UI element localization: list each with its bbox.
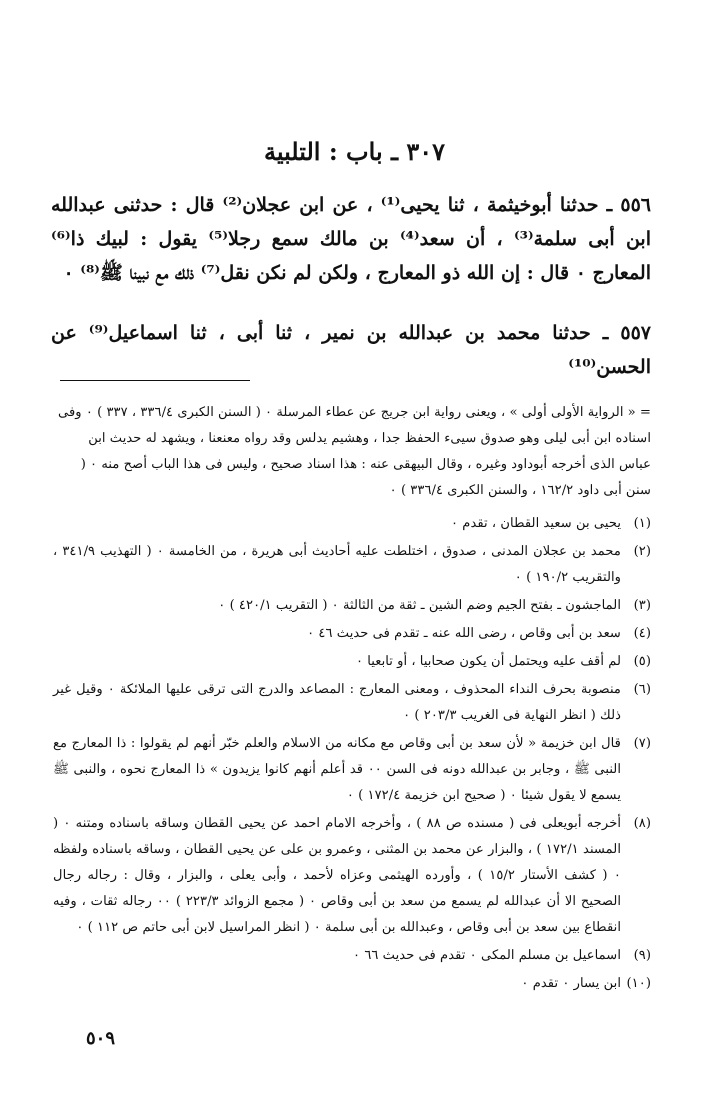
- footnote-4: [53, 621, 651, 647]
- footnote-1: [53, 511, 651, 537]
- footnote-text: محمد بن عجلان المدنى ، صدوق ، اختلطت عليه أحاديث أبى هريرة ، من الخامسة ٠ ( التهذيب ٣٤١/٩ ، والتقريب ١٩٠/٢ ) ٠: [53, 544, 621, 585]
- footnote-number: (٣): [633, 598, 651, 613]
- footnote-6: [53, 677, 651, 729]
- hadith-557: ٥٥٧ ـ حدثنا محمد بن عبدالله بن نمير ، ثنا أبى ، ثنا اسماعيل⁽⁹⁾ عن الحسن⁽¹⁰⁾: [51, 322, 651, 378]
- footnote-number: (٦): [633, 682, 651, 697]
- footnote-text: منصوبة بحرف النداء المحذوف ، ومعنى المعارج : المصاعد والدرج التى ترقى عليها الملائكة ٠ وقيل غير ذلك ( انظر النهاية فى الغريب ٢٠٣/٣ ) ٠: [53, 682, 621, 723]
- footnote-text: يحيى بن سعيد القطان ، تقدم ٠: [451, 516, 621, 531]
- footnote-number: (٢): [633, 544, 651, 559]
- footnote-2: [53, 539, 651, 591]
- footnote-9: [53, 943, 651, 969]
- footnote-number: (١): [633, 516, 651, 531]
- footnote-number: (٩): [633, 948, 651, 963]
- footnote-10: [53, 971, 651, 997]
- footnote-text: ابن يسار ٠ تقدم ٠: [521, 976, 621, 991]
- hadith-text: [51, 188, 651, 384]
- footnote-text: سعد بن أبى وقاص ، رضى الله عنه ـ تقدم فى حديث ٤٦ ٠: [307, 626, 621, 641]
- continuation-note: = « الرواية الأولى أولى » ، ويعنى رواية ابن جريج عن عطاء المرسلة ٠ ( السنن الكبرى ٣٣٦/٤ ، ٣٣٧ ) ٠ وفى اسناده ابن أبى ليلى وهو صدوق سيىء الحفظ جدا ، وهشيم يدلس وقد رواه معنعنا ، ويشهد له حديث ابن عباس الذى أخرجه أبوداود وغيره ، وقال البيهقى عنه : هذا اسناد صحيح ، وليس فى هذا الباب أصح منه ٠ ( سنن أبى داود ١٦٢/٢ ، والسنن الكبرى ٣٣٦/٤ ) ٠: [57, 405, 651, 498]
- footnote-number: (١٠): [626, 976, 651, 991]
- footnote-divider: [60, 380, 250, 381]
- footnote-number: (٧): [633, 736, 651, 751]
- footnote-8: [53, 811, 651, 941]
- footnote-7: [53, 731, 651, 809]
- page-number: ٥٠٩: [86, 1028, 116, 1049]
- footnote-number: (٨): [633, 816, 651, 831]
- footnote-text: أخرجه أبويعلى فى ( مسنده ص ٨٨ ) ، وأخرجه الامام احمد عن يحيى القطان وساقه باسناده ومتنه ٠ ( المسند ١٧٢/١ ) ، والبزار عن محمد بن المثنى ، وعمرو بن على عن يحيى القطان ، وساقه باسناده ولفظه ٠ ( كشف الأستار ١٥/٢ ) ، وأورده الهيثمى وعزاه لأحمد ، وأبى يعلى ، والبزار ، وقال : رجاله رجال الصحيح الا أن عبدالله لم يسمع من سعد بن أبى وقاص ٠ ( مجمع الزوائد ٢٢٣/٣ ) ٠٠ رجاله ثقات ، وفيه انقطاع بين سعد بن أبى وقاص ، وعبدالله بن أبى سلمة ٠ ( انظر المراسيل لابن أبى حاتم ص ١١٢ ) ٠: [53, 816, 622, 935]
- footnote-number: (٤): [633, 626, 651, 641]
- footnote-text: قال ابن خزيمة « لأن سعد بن أبى وقاص مع مكانه من الاسلام والعلم خبّر أنهم لم يقولوا : ذا المعارج مع النبى ﷺ ، وجابر بن عبدالله دونه فى السن ٠٠ قد أعلم أنهم كانوا يزيدون » ذا المعارج نحوه ، والنبى ﷺ يسمع لا يقول شيئا ٠ ( صحيح ابن خزيمة ١٧٢/٤ ) ٠: [53, 736, 621, 803]
- footnote-text: اسماعيل بن مسلم المكى ٠ تقدم فى حديث ٦٦ ٠: [353, 948, 621, 963]
- footnote-number: (٥): [633, 654, 651, 669]
- footnote-5: [53, 649, 651, 675]
- footnote-3: [53, 593, 651, 619]
- footnote-text: الماجشون ـ بفتح الجيم وضم الشين ـ ثقة من الثالثة ٠ ( التقريب ٤٢٠/١ ) ٠: [218, 598, 621, 613]
- footnotes-section: [53, 400, 651, 999]
- footnote-text: لم أقف عليه ويحتمل أن يكون صحابيا ، أو تابعيا ٠: [355, 654, 621, 669]
- chapter-title: ٣٠٧ ـ باب : التلبية: [263, 137, 446, 167]
- hadith-556: ٥٥٦ ـ حدثنا أبوخيثمة ، ثنا يحيى⁽¹⁾ ، عن ابن عجلان⁽²⁾ قال : حدثنى عبدالله ابن أبى سلمة⁽³⁾ ، أن سعد⁽⁴⁾ بن مالك سمع رجلا⁽⁵⁾ يقول : لبيك ذا⁽⁶⁾ المعارج ٠ قال : إن الله ذو المعارج ، ولكن لم نكن نقل⁽⁷⁾ ذلك مع نبينا ﷺ⁽⁸⁾ ٠: [51, 194, 651, 284]
